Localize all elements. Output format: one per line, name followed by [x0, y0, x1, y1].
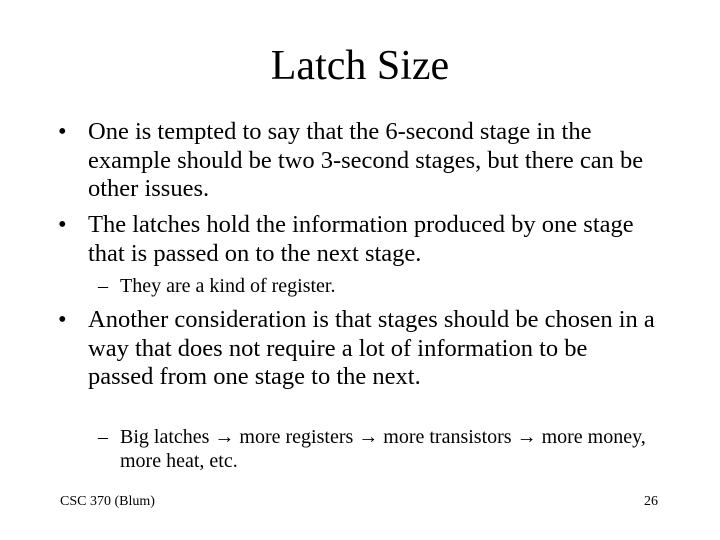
bullet-item-1	[58, 118, 658, 204]
slide-title: Latch Size	[270, 43, 450, 89]
bullet-marker: •	[58, 211, 67, 238]
subbullet-text: Big latches → more registers → more transistors → more money, more heat, etc.	[120, 426, 646, 472]
bullet-item-3	[58, 306, 658, 392]
subbullet-marker: –	[98, 275, 108, 297]
subbullet-text: They are a kind of register.	[120, 275, 336, 297]
bullet-text: The latches hold the information produced by one stage that is passed on to the next stage.	[88, 211, 634, 267]
subbullet-marker: –	[98, 426, 108, 448]
bullet-marker: •	[58, 306, 67, 333]
bullet-text: One is tempted to say that the 6-second stage in the example should be two 3-second stages, but there can be other issues.	[88, 118, 644, 202]
subbullet-item-1	[98, 274, 658, 298]
bullet-text: Another consideration is that stages should be chosen in a way that does not require a lot of information to be passed from one stage to the next.	[88, 306, 655, 390]
bullet-item-2	[58, 211, 658, 268]
subbullet-item-2	[98, 425, 658, 473]
footer-page-number: 26	[644, 494, 658, 509]
bullet-marker: •	[58, 118, 67, 145]
footer-course-label: CSC 370 (Blum)	[60, 494, 155, 509]
